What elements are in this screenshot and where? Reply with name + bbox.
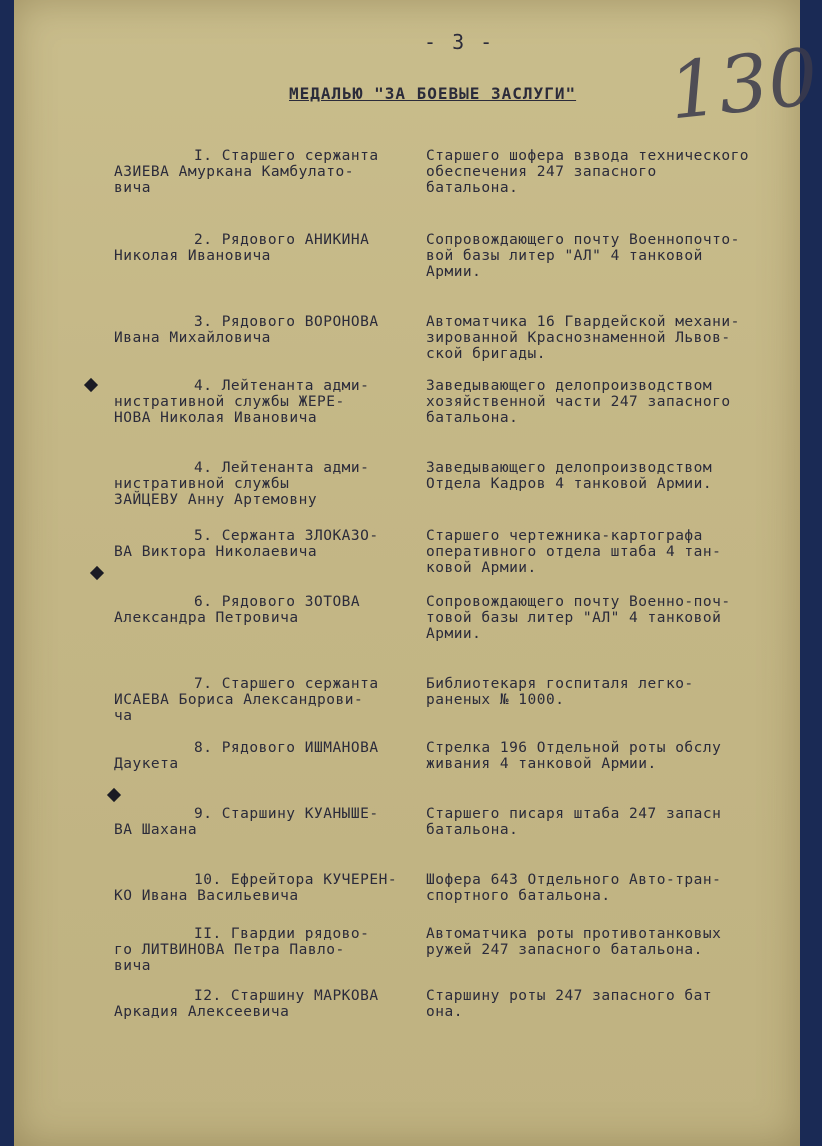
punch-hole-icon [90, 566, 104, 580]
recipient-position: Старшего чертежника-картографа оперативного отдела штаба 4 тан- ковой Армии. [426, 528, 722, 576]
recipient-position: Старшего шофера взвода технического обеспечения 247 запасного батальона. [426, 148, 750, 196]
recipient-name: 10. Ефрейтора КУЧЕРЕН- КО Ивана Васильевича [114, 872, 398, 904]
recipient-name: I. Старшего сержанта АЗИЕВА Амуркана Камбулато- вича [114, 148, 379, 196]
punch-hole-icon [84, 378, 98, 392]
recipient-name: 3. Рядового ВОРОНОВА Ивана Михайловича [114, 314, 379, 346]
handwritten-number: 130 [664, 32, 822, 138]
punch-hole-icon [107, 788, 121, 802]
recipient-position: Заведывающего делопроизводством хозяйственной части 247 запасного батальона. [426, 378, 731, 426]
recipient-position: Сопровождающего почту Военнопочто- вой базы литер "АЛ" 4 танковой Армии. [426, 232, 740, 280]
recipient-name: 8. Рядового ИШМАНОВА Даукета [114, 740, 379, 772]
recipient-position: Шофера 643 Отдельного Авто-тран- спортного батальона. [426, 872, 722, 904]
recipient-position: Сопровождающего почту Военно-поч- товой базы литер "АЛ" 4 танковой Армии. [426, 594, 731, 642]
recipient-position: Автоматчика 16 Гвардейской механи- зированной Краснознаменной Львов- ской бригады. [426, 314, 740, 362]
recipient-position: Стрелка 196 Отдельной роты обслу живания 4 танковой Армии. [426, 740, 722, 772]
recipient-position: Старшину роты 247 запасного бат она. [426, 988, 713, 1020]
recipient-name: II. Гвардии рядово- го ЛИТВИНОВА Петра Павло- вича [114, 926, 370, 974]
page-number: - 3 - [424, 30, 495, 54]
recipient-position: Старшего писаря штаба 247 запасн батальона. [426, 806, 722, 838]
recipient-name: I2. Старшину МАРКОВА Аркадия Алексеевича [114, 988, 379, 1020]
recipient-position: Автоматчика роты противотанковых ружей 247 запасного батальона. [426, 926, 722, 958]
recipient-name: 9. Старшину КУАНЫШЕ- ВА Шахана [114, 806, 379, 838]
recipient-position: Заведывающего делопроизводством Отдела Кадров 4 танковой Армии. [426, 460, 713, 492]
recipient-name: 2. Рядового АНИКИНА Николая Ивановича [114, 232, 370, 264]
recipient-name: 7. Старшего сержанта ИСАЕВА Бориса Александрови- ча [114, 676, 379, 724]
recipient-name: 4. Лейтенанта адми- нистративной службы ЗАЙЦЕВУ Анну Артемовну [114, 460, 370, 508]
recipient-name: 6. Рядового ЗОТОВА Александра Петровича [114, 594, 361, 626]
document-heading: МЕДАЛЬЮ "ЗА БОЕВЫЕ ЗАСЛУГИ" [289, 84, 577, 103]
document-page [14, 0, 822, 1146]
recipient-name: 4. Лейтенанта адми- нистративной службы ЖЕРЕ- НОВА Николая Ивановича [114, 378, 370, 426]
recipient-position: Библиотекаря госпиталя легко- раненых № 1000. [426, 676, 694, 708]
recipient-name: 5. Сержанта ЗЛОКАЗО- ВА Виктора Николаевича [114, 528, 379, 560]
